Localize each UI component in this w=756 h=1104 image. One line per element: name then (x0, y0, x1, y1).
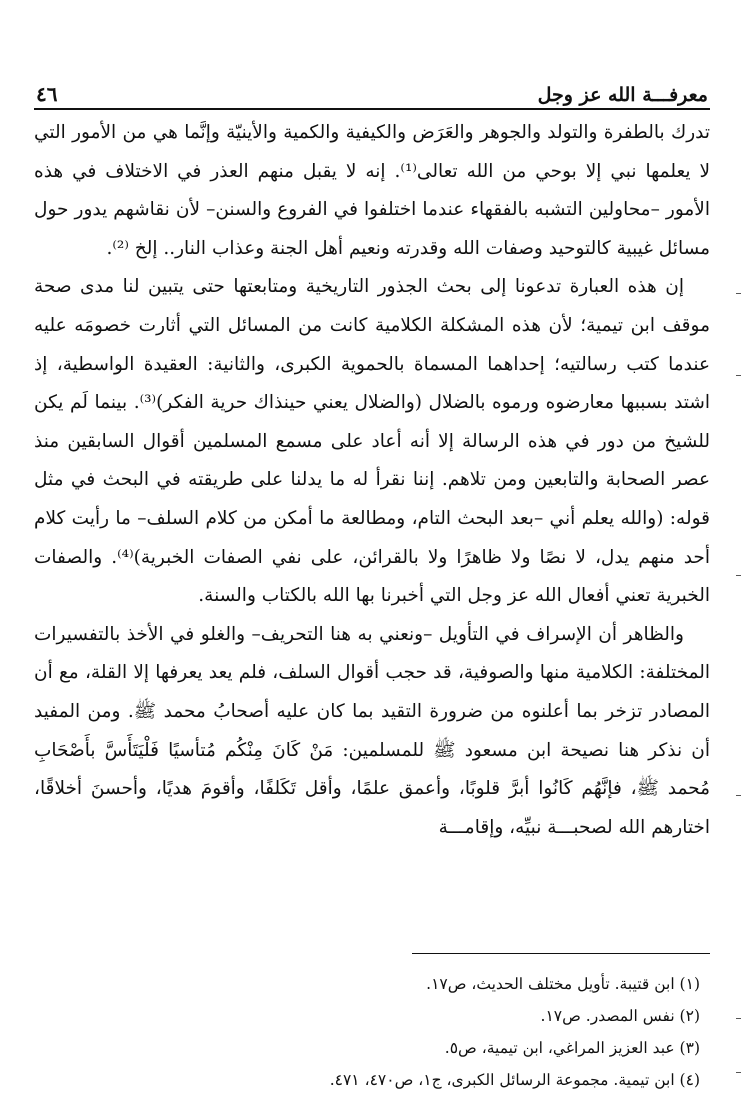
running-title: معرفـــة الله عز وجل (537, 84, 708, 106)
paragraph: تدرك بالطفرة والتولد والجوهر والعَرَض والكيفية والكمية والأينيّة وإنَّما هي من الأمور التي لا يعلمها نبي إلا بوحي من الله تعالى⁽¹⁾. إنه لا يقبل منهم العذر في الاختلاف في هذه الأمور –محاولين التشبه بالفقهاء عندما اختلفوا في الفروع والسنن– لأن نقاشهم يدور حول مسائل غيبية كالتوحيد وصفات الله وقدرته ونعيم أهل الجنة وعذاب النار.. إلخ ⁽²⁾. (34, 122, 710, 259)
footnote: (١) ابن قتيبة. تأويل مختلف الحديث، ص١٧. (426, 975, 700, 993)
paragraph: والظاهر أن الإسراف في التأويل –ونعني به هنا التحريف– والغلو في الأخذ بالتفسيرات المختلفة: الكلامية منها والصوفية، قد حجب أقوال السلف، فلم يعد يعرفها إلا القلة، مع أن المصادر تزخر بما أعلنوه من ضرورة التقيد بما كان عليه أصحابُ محمد ﷺ. ومن المفيد أن نذكر هنا نصيحة ابن مسعود ﷺ للمسلمين: مَنْ كَانَ مِنْكُم مُتأسيًا فَلْيَتَأَسَّ بأَصْحَابِ مُحمد ﷺ، فإنَّهُم كَانُوا أبرَّ قلوبًا، وأعمق علمًا، وأقل تَكَلفًا، وأقومَ هديًا، وأحسنَ أخلاقًا، اختارهم الله لصحبـــة نبيِّه، وإقامـــة (34, 623, 710, 838)
body-text (34, 114, 710, 847)
margin-mark (736, 795, 741, 796)
footnotes (34, 968, 710, 1096)
margin-mark (736, 293, 741, 294)
margin-mark (736, 1072, 741, 1073)
margin-mark (736, 575, 741, 576)
footnote: (٤) ابن تيمية. مجموعة الرسائل الكبرى، ج١، ص٤٧٠، ٤٧١. (329, 1071, 700, 1089)
footnote-separator (412, 953, 710, 954)
margin-mark (736, 375, 741, 376)
footnote: (٣) عبد العزيز المراغي، ابن تيمية، ص٥. (444, 1039, 700, 1057)
margin-mark (736, 1018, 741, 1019)
book-page (34, 72, 711, 1089)
page-number: ٤٦ (36, 82, 58, 106)
running-header (34, 72, 710, 110)
footnote: (٢) نفس المصدر. ص١٧. (540, 1007, 700, 1025)
paragraph: إن هذه العبارة تدعونا إلى بحث الجذور التاريخية ومتابعتها حتى يتبين لنا مدى صحة موقف ابن تيمية؛ لأن هذه المشكلة الكلامية كانت من المسائل التي أثارت خصومَه عليه عندما كتب رسالتيه؛ إحداهما المسماة بالحموية الكبرى، والثانية: العقيدة الواسطية، إذ اشتد بسببها معارضوه ورموه بالضلال (والضلال يعني حينذاك حرية الفكر)⁽³⁾. بينما لَم يكن للشيخ من دور في هذه الرسالة إلا أنه أعاد على مسمع المسلمين أقوال السابقين منذ عصر الصحابة والتابعين ومن تلاهم. إننا نقرأ له ما يدلنا على طريقته في البحث في مثل قوله: (والله يعلم أني –بعد البحث التام، ومطالعة ما أمكن من كلام السلف– ما رأيت كلام أحد منهم يدل، لا نصًا ولا ظاهرًا ولا بالقرائن، على نفي الصفات الخبرية)⁽⁴⁾. والصفات الخبرية تعني أفعال الله عز وجل التي أخبرنا بها الله بالكتاب والسنة. (34, 276, 711, 607)
